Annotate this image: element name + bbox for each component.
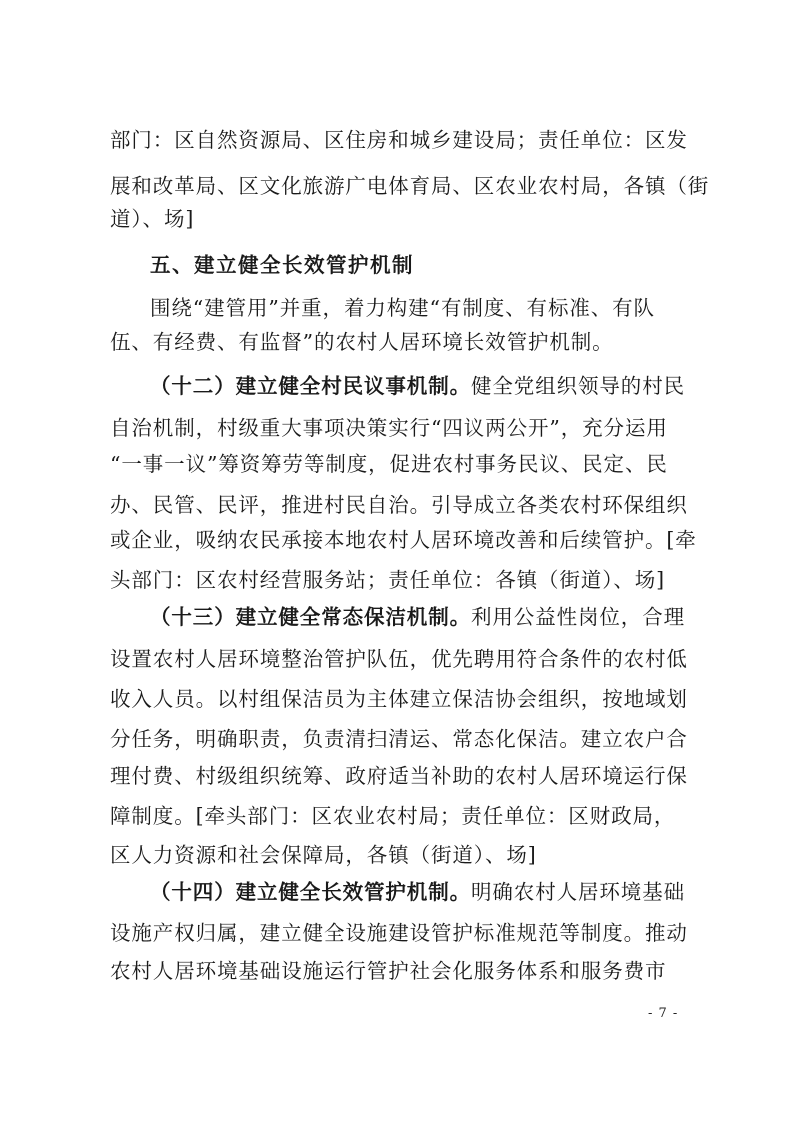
body-line: 自治机制，村级重大事项决策实行“四议两公开”，充分运用 [110,416,668,440]
body-line: 办、民管、民评，推进村民自治。引导成立各类农村环保组织 [110,493,688,517]
section-heading: 五、建立健全长效管护机制 [150,253,414,277]
paragraph-first-line [150,374,685,398]
paragraph-first-line [150,605,685,629]
body-line: 道）、场] [110,207,195,231]
paragraph-text: 健全党组织领导的村民 [471,374,685,398]
body-line: 设置农村人居环境整治管护队伍，优先聘用符合条件的农村低 [110,647,688,671]
paragraph-first-line [150,880,685,904]
body-line: 收入人员。以村组保洁员为主体建立保洁协会组织，按地域划 [110,687,688,711]
body-line: 头部门：区农村经营服务站；责任单位：各镇（街道）、场] [110,568,666,592]
paragraph-text: 明确农村人居环境基础 [471,880,685,904]
paragraph-text: 利用公益性岗位，合理 [471,605,685,629]
paragraph-lead: （十三）建立健全常态保洁机制。 [150,605,471,629]
body-line: 分任务，明确职责，负责清扫清运、常态化保洁。建立农户合 [110,727,688,751]
body-line: 部门：区自然资源局、区住房和城乡建设局；责任单位：区发 [110,128,688,152]
body-line: 围绕“建管用”并重，着力构建“有制度、有标准、有队 [150,296,655,320]
page-number: - 7 - [648,1006,679,1021]
body-line: 区人力资源和社会保障局，各镇（街道）、场] [110,843,537,867]
body-line: 理付费、村级组织统筹、政府适当补助的农村人居环境运行保 [110,764,688,788]
body-line: 或企业，吸纳农民承接本地农村人居环境改善和后续管护。[牵 [110,528,697,552]
body-line: 伍、有经费、有监督”的农村人居环境长效管护机制。 [110,330,614,354]
body-line: 农村人居环境基础设施运行管护社会化服务体系和服务费市 [110,959,667,983]
paragraph-lead: （十四）建立健全长效管护机制。 [150,880,471,904]
body-line: 设施产权归属，建立健全设施建设管护标准规范等制度。推动 [110,921,688,945]
body-line: 展和改革局、区文化旅游广电体育局、区农业农村局，各镇（街 [110,174,710,198]
body-line: “一事一议”筹资筹劳等制度，促进农村事务民议、民定、民 [110,452,668,476]
body-line: 障制度。[牵头部门：区农业农村局；责任单位：区财政局， [110,804,676,828]
paragraph-lead: （十二）建立健全村民议事机制。 [150,374,471,398]
